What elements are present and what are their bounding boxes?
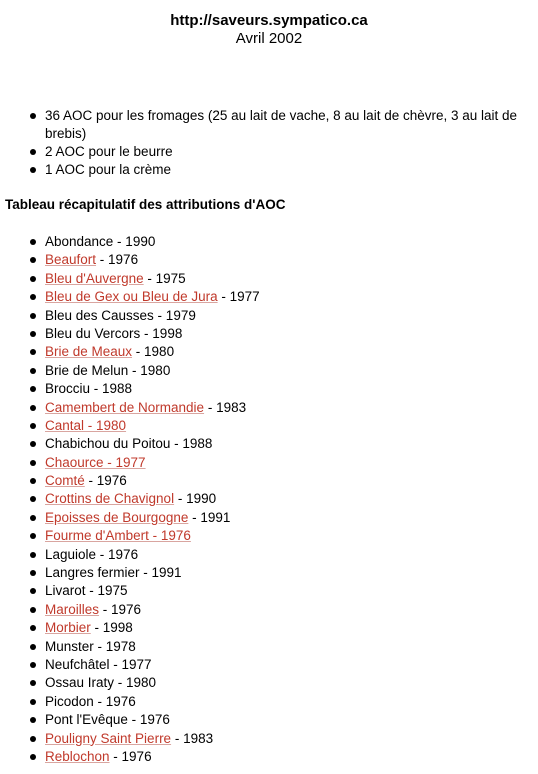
cheese-entry: Bleu du Vercors - 1998 — [45, 325, 183, 341]
cheese-entry: Picodon - 1976 — [45, 693, 136, 709]
aoc-list-item — [0, 435, 538, 453]
bullet-icon — [30, 460, 36, 466]
bullet-icon — [30, 257, 36, 263]
aoc-list-item — [0, 656, 538, 674]
page-header — [0, 12, 538, 48]
aoc-year: - 1975 — [143, 270, 186, 286]
cheese-link[interactable]: Pouligny Saint Pierre — [45, 730, 172, 746]
aoc-year: - 1976 — [96, 252, 139, 268]
cheese-entry: Brocciu - 1988 — [45, 381, 133, 397]
aoc-list-item — [0, 270, 538, 288]
bullet-icon — [30, 149, 36, 155]
aoc-year: - 1983 — [171, 730, 214, 746]
aoc-list-item — [0, 399, 538, 417]
aoc-list-item — [0, 362, 538, 380]
summary-text: 2 AOC pour le beurre — [45, 144, 173, 159]
bullet-icon — [30, 496, 36, 502]
aoc-year: - 1976 — [99, 601, 142, 617]
cheese-entry: Pont l'Evêque - 1976 — [45, 712, 170, 728]
aoc-list-item — [0, 307, 538, 325]
aoc-year: - 1976 — [109, 748, 152, 764]
cheese-entry: Brie de Melun - 1980 — [45, 362, 171, 378]
bullet-icon — [30, 552, 36, 558]
summary-list — [0, 107, 538, 179]
cheese-link[interactable]: Brie de Meaux — [45, 344, 133, 360]
bullet-icon — [30, 515, 36, 521]
bullet-icon — [30, 478, 36, 484]
aoc-list-item — [0, 288, 538, 306]
section-title: Tableau récapitulatif des attributions d'AOC — [5, 197, 286, 212]
aoc-year: - 1983 — [204, 399, 247, 415]
publication-date: Avril 2002 — [235, 30, 303, 47]
bullet-icon — [30, 570, 36, 576]
aoc-year: - 1977 — [217, 289, 260, 305]
aoc-list — [0, 233, 538, 766]
cheese-link[interactable]: Epoisses de Bourgogne — [45, 509, 189, 525]
aoc-list-item — [0, 693, 538, 711]
aoc-list-item — [0, 748, 538, 766]
aoc-list-item — [0, 417, 538, 435]
bullet-icon — [30, 276, 36, 282]
bullet-icon — [30, 113, 36, 119]
bullet-icon — [30, 368, 36, 374]
bullet-icon — [30, 680, 36, 686]
aoc-list-item — [0, 380, 538, 398]
aoc-year: - 1980 — [132, 344, 175, 360]
aoc-list-item — [0, 546, 538, 564]
bullet-icon — [30, 386, 36, 392]
bullet-icon — [30, 423, 36, 429]
cheese-link[interactable]: Comté — [45, 473, 85, 489]
aoc-list-item — [0, 454, 538, 472]
cheese-link[interactable]: Bleu d'Auvergne — [45, 270, 144, 286]
aoc-list-item — [0, 527, 538, 545]
aoc-list-item — [0, 582, 538, 600]
aoc-list-item — [0, 638, 538, 656]
aoc-list-item — [0, 233, 538, 251]
aoc-list-item — [0, 325, 538, 343]
cheese-entry: Munster - 1978 — [45, 638, 136, 654]
cheese-link[interactable]: Fourme d'Ambert - 1976 — [45, 528, 191, 544]
aoc-list-item — [0, 674, 538, 692]
cheese-entry: Chabichou du Poitou - 1988 — [45, 436, 213, 452]
aoc-list-item — [0, 490, 538, 508]
aoc-list-item — [0, 343, 538, 361]
summary-text: 36 AOC pour les fromages (25 au lait de vache, 8 au lait de chèvre, 3 au lait de brebis) — [45, 108, 518, 141]
aoc-list-item — [0, 711, 538, 729]
aoc-list-item — [0, 472, 538, 490]
aoc-year: - 1991 — [188, 509, 231, 525]
bullet-icon — [30, 533, 36, 539]
bullet-icon — [30, 588, 36, 594]
summary-item — [0, 161, 538, 179]
cheese-entry: Langres fermier - 1991 — [45, 565, 182, 581]
cheese-entry: Ossau Iraty - 1980 — [45, 675, 157, 691]
cheese-link[interactable]: Crottins de Chavignol — [45, 491, 175, 507]
bullet-icon — [30, 699, 36, 705]
bullet-icon — [30, 239, 36, 245]
aoc-year: - 1990 — [174, 491, 217, 507]
aoc-year: - 1976 — [84, 473, 127, 489]
cheese-link[interactable]: Bleu de Gex ou Bleu de Jura — [45, 289, 218, 305]
cheese-entry: Bleu des Causses - 1979 — [45, 307, 196, 323]
cheese-link[interactable]: Maroilles — [45, 601, 100, 617]
aoc-list-item — [0, 601, 538, 619]
site-url: http://saveurs.sympatico.ca — [170, 12, 368, 29]
aoc-list-item — [0, 730, 538, 748]
cheese-link[interactable]: Morbier — [45, 620, 91, 636]
bullet-icon — [30, 644, 36, 650]
aoc-list-item — [0, 509, 538, 527]
cheese-link[interactable]: Beaufort — [45, 252, 97, 268]
cheese-link[interactable]: Reblochon — [45, 748, 110, 764]
cheese-entry: Livarot - 1975 — [45, 583, 128, 599]
bullet-icon — [30, 313, 36, 319]
summary-text: 1 AOC pour la crème — [45, 162, 172, 177]
bullet-icon — [30, 167, 36, 173]
aoc-list-item — [0, 251, 538, 269]
summary-item — [0, 143, 538, 161]
aoc-list-item — [0, 564, 538, 582]
bullet-icon — [30, 607, 36, 613]
bullet-icon — [30, 294, 36, 300]
cheese-entry: Laguiole - 1976 — [45, 546, 139, 562]
bullet-icon — [30, 441, 36, 447]
cheese-link[interactable]: Chaource - 1977 — [45, 454, 146, 470]
aoc-list-item — [0, 619, 538, 637]
bullet-icon — [30, 754, 36, 760]
bullet-icon — [30, 625, 36, 631]
cheese-entry: Abondance - 1990 — [45, 234, 156, 249]
aoc-year: - 1998 — [90, 620, 133, 636]
bullet-icon — [30, 331, 36, 337]
bullet-icon — [30, 736, 36, 742]
bullet-icon — [30, 349, 36, 355]
summary-item — [0, 107, 538, 143]
cheese-link[interactable]: Cantal - 1980 — [45, 417, 127, 433]
bullet-icon — [30, 662, 36, 668]
bullet-icon — [30, 405, 36, 411]
bullet-icon — [30, 717, 36, 723]
cheese-entry: Neufchâtel - 1977 — [45, 656, 152, 672]
cheese-link[interactable]: Camembert de Normandie — [45, 399, 205, 415]
